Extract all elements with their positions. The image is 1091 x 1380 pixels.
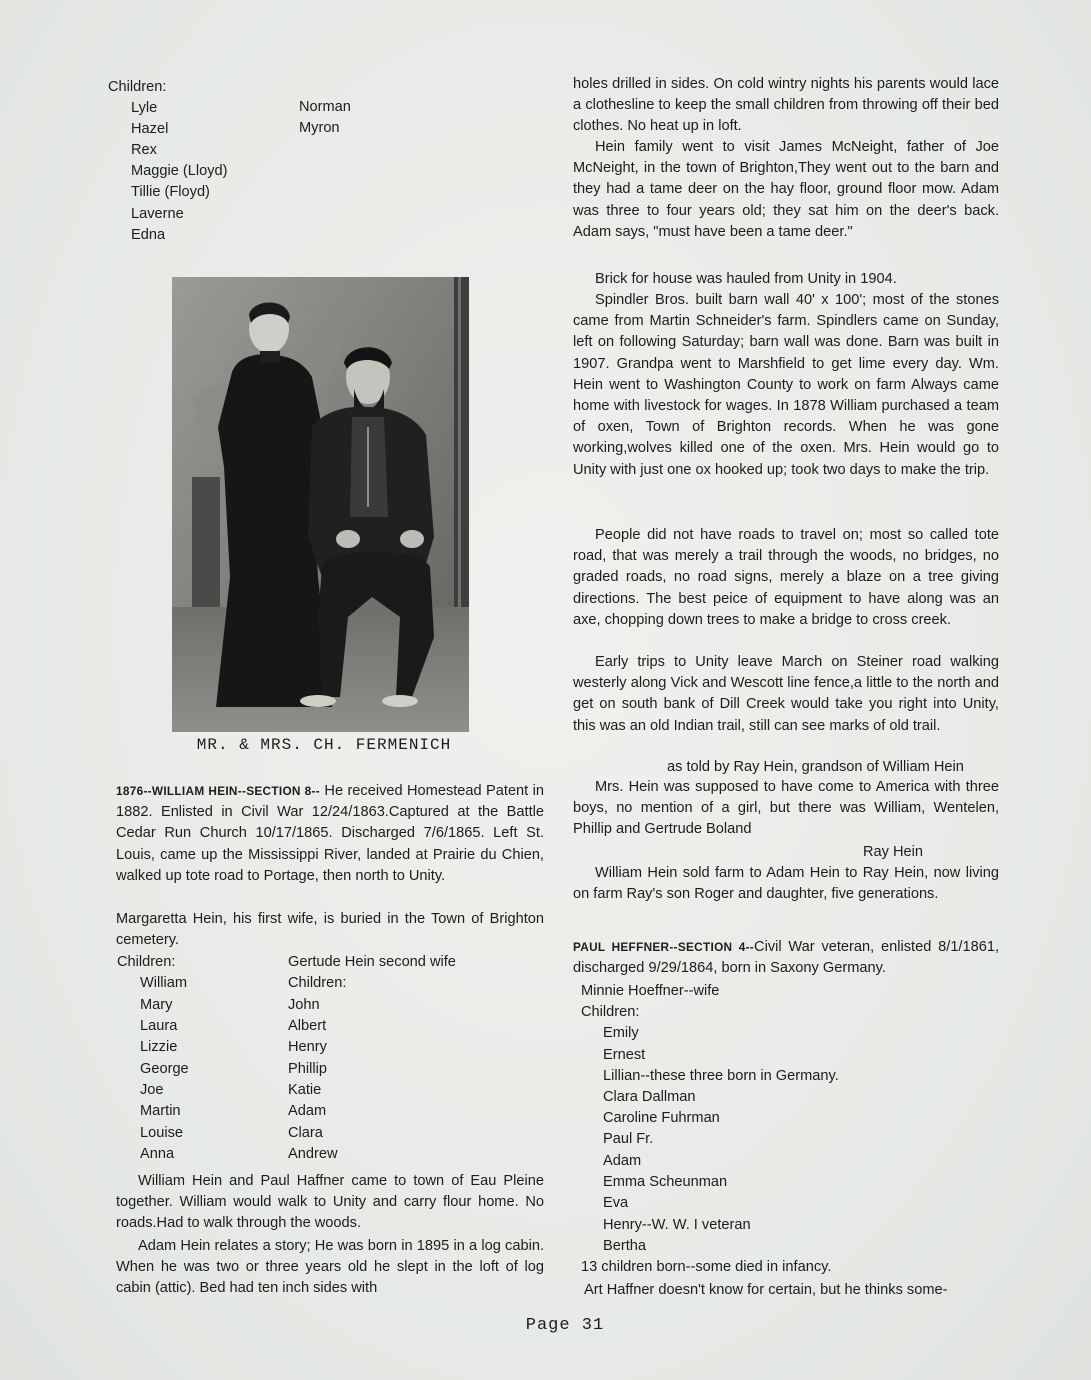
child-name: Katie xyxy=(288,1082,322,1098)
child-name: Hazel xyxy=(131,121,169,137)
child-name: Adam xyxy=(288,1103,327,1119)
child-name: William xyxy=(140,975,188,991)
child-name: Lyle xyxy=(131,100,158,116)
heffner-wife: Minnie Hoeffner--wife xyxy=(581,983,720,999)
attribution-line: as told by Ray Hein, grandson of William Hein xyxy=(667,759,964,775)
signature-ray-hein: Ray Hein xyxy=(863,844,924,860)
heffner-intro-paragraph xyxy=(573,937,999,979)
barn-paragraph: Spindler Bros. built barn wall 40' x 100'; most of the stones came from Martin Schneider's farm. Spindlers came on Sunday, left on following Saturday; barn wall was done. Barn was built in 1907. Grandpa went to Marshfield to get lime every day. Wm. Hein went to Washington County to work on farm Always came home with livestock for wages. In 1878 William purchased a team of oxen, Town of Brighton records. When he was gone working,wolves killed one of the oxen. Mrs. Hein would go to Unity with just one ox hooked up; took two days to make the trip. xyxy=(573,292,999,478)
child-name: Clara xyxy=(288,1125,323,1141)
child-name: Mary xyxy=(140,997,173,1013)
child-name: Tillie (Floyd) xyxy=(131,184,210,200)
child-name: Phillip xyxy=(288,1061,327,1077)
adam-story-paragraph: Adam Hein relates a story; He was born in 1895 in a log cabin. When he was two or three years old he slept in the loft of log cabin (attic). Bed had ten inch sides with xyxy=(116,1238,544,1297)
america-paragraph: Mrs. Hein was supposed to have come to America with three boys, no mention of a girl, but there was William, Wentelen, Phillip and Gertrude Boland xyxy=(573,779,999,838)
child-name: Albert xyxy=(288,1018,327,1034)
child-name: Clara Dallman xyxy=(603,1089,696,1105)
early-trips-paragraph: Early trips to Unity leave March on Steiner road walking westerly along Vick and Wescott line fence,a little to the north and get on south bank of Dill Creek would take you right into Unity, this was an old Indian trail, still can see marks of old trail. xyxy=(573,654,999,734)
roads-paragraph: People did not have roads to travel on; most so called tote road, that was merely a trail through the woods, no bridges, no graded roads, no road signs, merely a blaze on a tree giving directions. The best peice of equipment to have along was an axe, chopping down trees to make a bridge to cross creek. xyxy=(573,527,999,628)
child-name: Ernest xyxy=(603,1047,646,1063)
hein-haffner-paragraph: William Hein and Paul Haffner came to town of Eau Pleine together. William would walk to Unity and carry flour home. No roads.Had to walk through the woods. xyxy=(116,1173,544,1232)
hein-second-children-header: Children: xyxy=(288,975,347,991)
child-name: Adam xyxy=(603,1153,642,1169)
child-name: Louise xyxy=(140,1125,184,1141)
brick-paragraph: Brick for house was hauled from Unity in 1904. xyxy=(595,271,897,287)
child-name: Caroline Fuhrman xyxy=(603,1110,720,1126)
hein-section-heading: 1876--WILLIAM HEIN--SECTION 8-- xyxy=(116,784,320,798)
child-name: Norman xyxy=(299,99,351,115)
farm-sold-paragraph: William Hein sold farm to Adam Hein to Ray Hein, now living on farm Ray's son Roger and daughter, five generations. xyxy=(573,865,999,903)
hein-children-header: Children: xyxy=(117,954,176,970)
art-haffner-line: Art Haffner doesn't know for certain, but he thinks some- xyxy=(584,1282,948,1298)
heffner-intro-text: Civil War veteran, enlisted 8/1/1861, discharged 9/29/1864, born in Saxony Germany. xyxy=(573,939,1000,977)
child-name: Anna xyxy=(140,1146,175,1162)
child-name: Eva xyxy=(603,1195,629,1211)
child-name: George xyxy=(140,1061,189,1077)
child-name: Andrew xyxy=(288,1146,338,1162)
child-name: Edna xyxy=(131,227,166,243)
hein-intro-text: He received Homestead Patent in 1882. Enlisted in Civil War 12/24/1863.Captured at the Battle Cedar Run Church 10/17/1865. Discharged 7/6/1865. Left St. Louis, came up the Mississippi River, landed at Prairie du Chien, walked up tote road to Portage, then north to Unity. xyxy=(116,783,544,884)
loft-continuation-paragraph: holes drilled in sides. On cold wintry nights his parents would lace a clothesline to keep the small children from throwing off their bed clothes. No heat up in loft. xyxy=(573,76,999,135)
children-header: Children: xyxy=(108,79,167,95)
hein-second-wife-header: Gertude Hein second wife xyxy=(288,954,456,970)
tame-deer-paragraph: Hein family went to visit James McNeight, father of Joe McNeight, in the town of Brighton,They went out to the barn and they had a tame deer on the hay floor, ground floor mow. Adam was three to four years old; they sat him on the deer's back. Adam says, "must have been a tame deer." xyxy=(573,139,999,240)
child-name: Henry--W. W. I veteran xyxy=(603,1217,751,1233)
child-name: Bertha xyxy=(603,1238,646,1254)
heffner-section-heading: PAUL HEFFNER--SECTION 4-- xyxy=(573,940,755,954)
hein-intro-paragraph xyxy=(116,781,544,887)
child-name: Myron xyxy=(299,120,340,136)
child-name: Joe xyxy=(140,1082,164,1098)
page-number: Page 31 xyxy=(525,1316,605,1335)
fermenich-photograph xyxy=(172,277,469,732)
child-name: Maggie (Lloyd) xyxy=(131,163,228,179)
hein-first-wife: Margaretta Hein, his first wife, is buried in the Town of Brighton cemetery. xyxy=(116,911,544,949)
child-name: John xyxy=(288,997,320,1013)
child-name: Rex xyxy=(131,142,157,158)
photo-caption: MR. & MRS. CH. FERMENICH xyxy=(196,736,452,754)
child-name: Emma Scheunman xyxy=(603,1174,728,1190)
child-name: Paul Fr. xyxy=(603,1131,654,1147)
child-name: Lizzie xyxy=(140,1039,178,1055)
child-name: Henry xyxy=(288,1039,327,1055)
child-name: Martin xyxy=(140,1103,181,1119)
child-name: Lillian--these three born in Germany. xyxy=(603,1068,839,1084)
heffner-children-header: Children: xyxy=(581,1004,640,1020)
child-name: Laverne xyxy=(131,206,184,222)
child-name: Laura xyxy=(140,1018,178,1034)
child-name: Emily xyxy=(603,1025,639,1041)
thirteen-children-line: 13 children born--some died in infancy. xyxy=(581,1259,832,1275)
